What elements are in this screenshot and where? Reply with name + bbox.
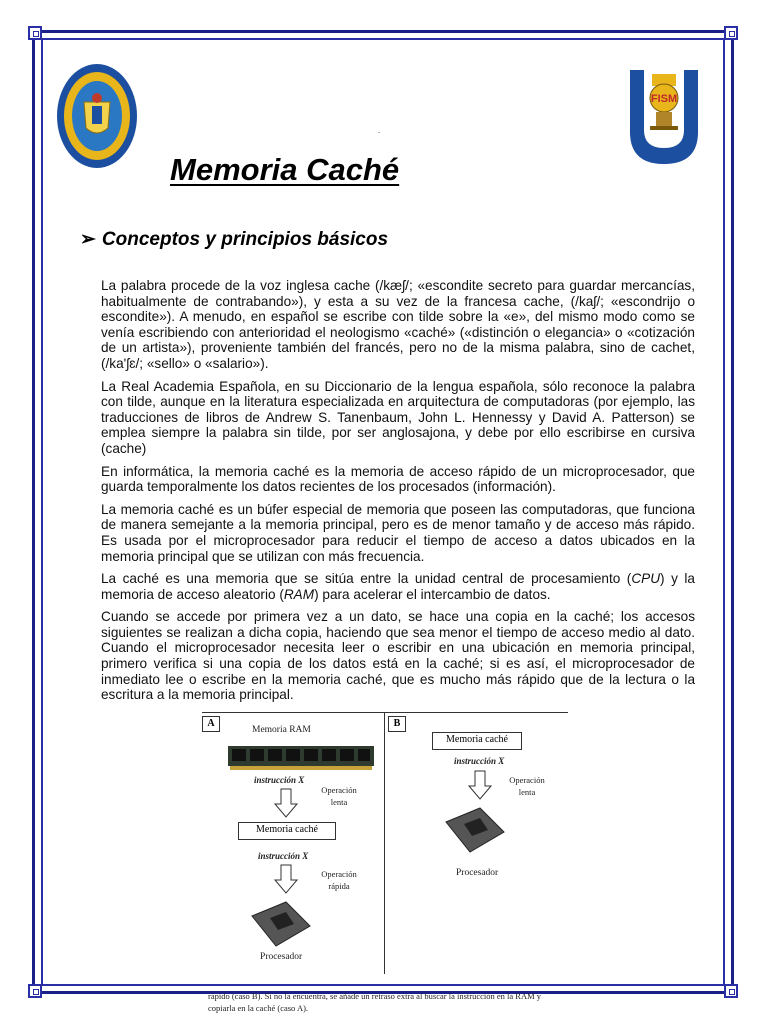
instruction-x-label: instrucción X <box>454 756 505 766</box>
operation-slow-label: Operación lenta <box>509 775 545 797</box>
section-heading <box>80 228 388 251</box>
processor-chip-icon <box>442 804 506 856</box>
panel-a-tag: A <box>202 716 220 732</box>
cache-memory-box: Memoria caché <box>432 732 522 750</box>
down-arrow-icon <box>274 788 298 818</box>
operation-slow-label: Operación lenta <box>321 785 357 807</box>
down-arrow-icon <box>468 770 492 800</box>
paragraph: La Real Academia Española, en su Diccionario de la lengua española, sólo reconoce la palabra con tilde, aunque en la literatura especializada en arquitectura de computadoras (por ejemplo, las traducciones de libros de Andrew S. Tanenbaum, John L. Hennessy y David A. Patterson) se emplea siempre la palabra sin tilde, por ser anglosajona, y debe por ello escribirse en cursiva (cache) <box>101 378 695 456</box>
corner-ornament <box>724 26 738 40</box>
paragraph: La memoria caché es un búfer especial de memoria que poseen las computadoras, que funciona de manera semejante a la memoria principal, pero es de menor tamaño y de acceso más rápido. Es usada por el microprocesador para reducir el tiempo de acceso a datos ubicados en la memoria principal que se utilizan con más frecuencia. <box>101 501 695 564</box>
body-text <box>101 278 695 710</box>
stray-dot: . <box>378 126 381 135</box>
cache-memory-box: Memoria caché <box>238 822 336 840</box>
cache-diagram-figure <box>202 712 568 974</box>
paragraph: La palabra procede de la voz inglesa cache (/kæʃ/; «escondite secreto para guardar mercancías, habitualmente de contrabando»), y esta a su vez de la francesa cache, (/kaʃ/; «escondrijo o escondite»). A menudo, en español se escribe con tilde sobre la «e», del mismo modo como se venía escribiendo con anterioridad el neologismo «caché» («distinción o elegancia» o «cotización de un artista»), proveniente también del francés, pero no de la misma palabra, sino de cachet, (/ka'ʃɛ/; «sello» o «salario»). <box>101 278 695 371</box>
processor-chip-icon <box>248 898 312 950</box>
paragraph: Cuando se accede por primera vez a un dato, se hace una copia en la caché; los accesos siguientes se realizan a dicha copia, haciendo que sea menor el tiempo de acceso medio al dato. Cuando el microprocesador necesita leer o escribir en una ubicación en memoria principal, primero verifica si una copia de los datos está en la caché; si es así, el microprocesador de inmediato lee o escribe en la memoria caché, que es mucho más rápido que de la lectura o la escritura a la memoria principal. <box>101 609 695 703</box>
down-arrow-icon <box>274 864 298 894</box>
ram-module-icon <box>228 742 374 772</box>
paragraph: En informática, la memoria caché es la memoria de acceso rápido de un microprocesador, que guarda temporalmente los datos recientes de los procesados (información). <box>101 463 695 495</box>
figure-divider <box>384 712 385 974</box>
arrow-bullet-icon: ➢ <box>80 229 96 250</box>
page-title: Memoria Caché <box>170 152 400 187</box>
corner-ornament <box>724 984 738 998</box>
corner-ornament <box>28 984 42 998</box>
processor-label: Procesador <box>456 868 499 878</box>
corner-ornament <box>28 26 42 40</box>
svg-text:FISM: FISM <box>650 93 678 105</box>
university-seal-logo <box>56 62 138 170</box>
instruction-x-label: instrucción X <box>254 775 305 785</box>
paragraph-cpu-ram: La caché es una memoria que se sitúa entre la unidad central de procesamiento (CPU) y la memoria de acceso aleatorio (RAM) para acelerar el intercambio de datos. <box>101 571 695 602</box>
panel-b-tag: B <box>388 716 406 732</box>
instruction-x-label: instrucción X <box>258 851 309 861</box>
figure-top-border <box>202 712 568 713</box>
fism-logo <box>628 68 700 166</box>
processor-label: Procesador <box>260 952 303 962</box>
operation-fast-label: Operación rápida <box>321 869 357 891</box>
ram-label: Memoria RAM <box>252 725 311 735</box>
section-heading-text: Conceptos y principios básicos <box>101 229 389 250</box>
figure-caption: rápido (caso B). Si no la encuentra, se añade un retraso extra al buscar la instrucción en la RAM y copiarla en la caché (caso A). <box>208 991 542 1013</box>
